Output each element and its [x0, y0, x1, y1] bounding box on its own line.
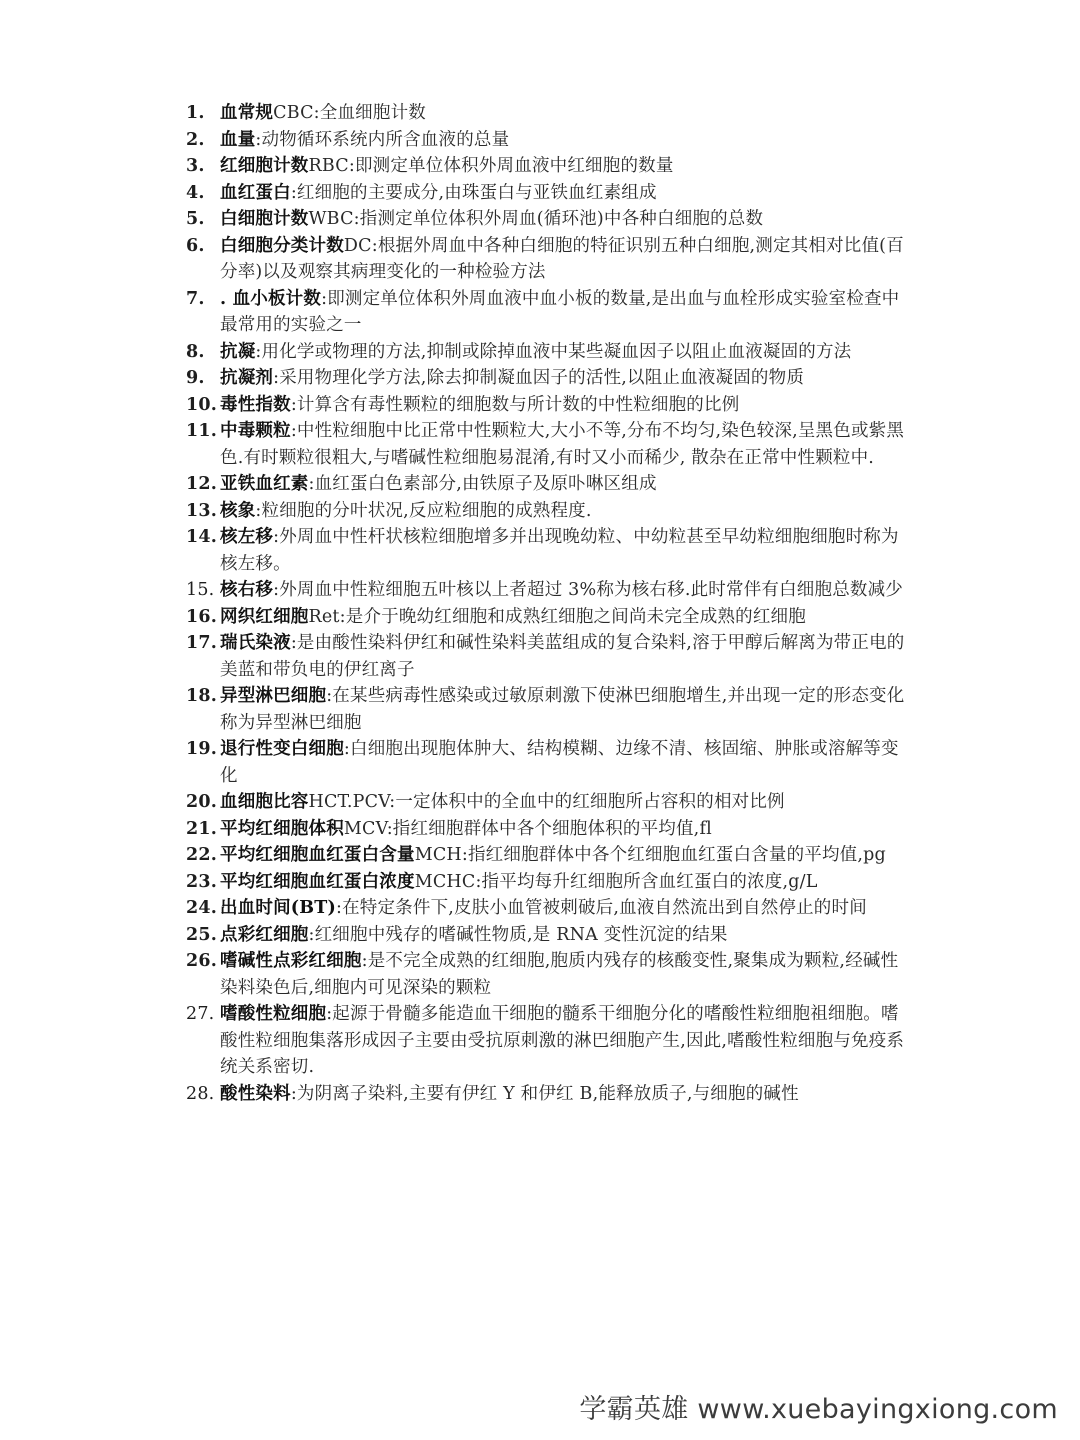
entry-term: 平均红细胞血红蛋白含量 [220, 845, 415, 865]
entry-term: 平均红细胞体积 [220, 818, 344, 839]
glossary-entry-21 [186, 816, 906, 843]
entry-term: 退行性变白细胞 [220, 739, 344, 759]
glossary-entry-20 [186, 789, 906, 816]
entry-number: 1. [186, 103, 205, 123]
entry-term: 抗凝剂 [220, 368, 274, 388]
entry-definition: :动物循环系统内所含血液的总量 [255, 129, 510, 150]
entry-number: 12. [186, 474, 218, 494]
entry-term: 网织红细胞 [220, 606, 309, 627]
glossary-entry-26 [186, 948, 906, 1001]
glossary-entry-1 [186, 100, 906, 127]
glossary-entry-24 [186, 895, 906, 922]
entry-number: 22. [186, 845, 218, 865]
entry-definition: :在某些病毒性感染或过敏原刺激下使淋巴细胞增生,并出现一定的形态变化称为异型淋巴细胞 [220, 686, 905, 733]
entry-definition: :是不完全成熟的红细胞,胞质内残存的核酸变性,聚集成为颗粒,经碱性染料染色后,细胞内可见深染的颗粒 [220, 951, 899, 998]
entry-term: . 血小板计数 [220, 288, 322, 309]
entry-number: 25. [186, 924, 218, 945]
entry-number: 6. [186, 235, 205, 256]
entry-number: 21. [186, 818, 218, 839]
glossary-entry-3 [186, 153, 906, 180]
entry-number: 13. [186, 500, 218, 521]
glossary-entry-10 [186, 392, 906, 419]
entry-number: 16. [186, 606, 218, 627]
entry-term: 出血时间(BT) [220, 898, 336, 918]
entry-term: 血量 [220, 129, 256, 150]
glossary-entry-6 [186, 233, 906, 286]
entry-number: 10. [186, 394, 218, 415]
glossary-entry-4 [186, 180, 906, 207]
entry-number: 15. [186, 580, 215, 600]
entry-term: 红细胞计数 [220, 156, 309, 176]
glossary-entry-27 [186, 1001, 906, 1081]
entry-number: 11. [186, 421, 218, 441]
entry-term: 瑞氏染液 [220, 633, 291, 653]
glossary-entry-16 [186, 604, 906, 631]
glossary-entry-14 [186, 524, 906, 577]
entry-number: 14. [186, 527, 218, 547]
entry-number: 7. [186, 288, 205, 309]
entry-term: 血红蛋白 [220, 182, 291, 203]
entry-term: 核右移 [220, 580, 274, 600]
entry-term: 异型淋巴细胞 [220, 686, 327, 706]
glossary-entry-12 [186, 471, 906, 498]
entry-definition: :红细胞中残存的嗜碱性物质,是 RNA 变性沉淀的结果 [308, 924, 728, 945]
entry-definition: MCV:指红细胞群体中各个细胞体积的平均值,fl [343, 818, 712, 839]
entry-term: 血常规 [220, 103, 274, 123]
entry-number: 19. [186, 739, 218, 759]
entry-definition: DC:根据外周血中各种白细胞的特征识别五种白细胞,测定其相对比值(百分率)以及观察其病理变化的一种检验方法 [220, 235, 904, 282]
entry-definition: :用化学或物理的方法,抑制或除掉血液中某些凝血因子以阻止血液凝固的方法 [255, 341, 852, 362]
glossary-entry-25 [186, 922, 906, 949]
entry-definition: :血红蛋白色素部分,由铁原子及原卟啉区组成 [308, 474, 657, 494]
entry-number: 27. [186, 1004, 215, 1024]
glossary-entry-5 [186, 206, 906, 233]
entry-definition: :是由酸性染料伊红和碱性染料美蓝组成的复合染料,溶于甲醇后解离为带正电的美蓝和带负电的伊红离子 [220, 633, 905, 680]
glossary-entry-28 [186, 1081, 906, 1108]
entry-term: 核左移 [220, 527, 274, 547]
entry-term: 点彩红细胞 [220, 924, 309, 945]
entry-definition: :外周血中性粒细胞五叶核以上者超过 3%称为核右移.此时常伴有白细胞总数减少 [273, 580, 903, 600]
entry-definition: WBC:指测定单位体积外周血(循环池)中各种白细胞的总数 [308, 209, 764, 229]
glossary-entry-15 [186, 577, 906, 604]
entry-number: 24. [186, 898, 218, 918]
entry-term: 白细胞计数 [220, 209, 309, 229]
entry-definition: :为阴离子染料,主要有伊红 Y 和伊红 B,能释放质子,与细胞的碱性 [290, 1083, 799, 1104]
glossary-entry-9 [186, 365, 906, 392]
entry-number: 4. [186, 182, 205, 203]
entry-number: 3. [186, 156, 205, 176]
entry-term: 白细胞分类计数 [220, 235, 344, 256]
glossary-entry-19 [186, 736, 906, 789]
entry-number: 5. [186, 209, 205, 229]
entry-number: 8. [186, 341, 205, 362]
entry-number: 23. [186, 871, 218, 892]
entry-definition: :粒细胞的分叶状况,反应粒细胞的成熟程度. [255, 500, 592, 521]
entry-term: 核象 [220, 500, 256, 521]
entry-definition: :在特定条件下,皮肤小血管被刺破后,血液自然流出到自然停止的时间 [335, 898, 867, 918]
glossary-entry-11 [186, 418, 906, 471]
entry-term: 血细胞比容 [220, 792, 309, 812]
entry-term: 嗜碱性点彩红细胞 [220, 951, 362, 971]
entry-number: 28. [186, 1083, 215, 1104]
entry-term: 抗凝 [220, 341, 256, 362]
entry-term: 中毒颗粒 [220, 421, 291, 441]
entry-term: 嗜酸性粒细胞 [220, 1004, 327, 1024]
entry-definition: :中性粒细胞中比正常中性颗粒大,大小不等,分布不均匀,染色较深,呈黑色或紫黑色.有时颗粒很粗大,与嗜碱性粒细胞易混淆,有时又小而稀少, 散杂在正常中性颗粒中. [220, 421, 905, 468]
entry-number: 17. [186, 633, 218, 653]
entry-definition: RBC:即测定单位体积外周血液中红细胞的数量 [308, 156, 674, 176]
entry-term: 亚铁血红素 [220, 474, 309, 494]
entry-definition: :采用物理化学方法,除去抑制凝血因子的活性,以阻止血液凝固的物质 [273, 368, 805, 388]
glossary-entry-23 [186, 869, 906, 896]
entry-definition: Ret:是介于晚幼红细胞和成熟红细胞之间尚未完全成熟的红细胞 [308, 606, 806, 627]
entry-definition: :计算含有毒性颗粒的细胞数与所计数的中性粒细胞的比例 [290, 394, 740, 415]
glossary-entry-22 [186, 842, 906, 869]
glossary-entry-17 [186, 630, 906, 683]
entry-definition: :起源于骨髓多能造血干细胞的髓系干细胞分化的嗜酸性粒细胞祖细胞。嗜酸性粒细胞集落形成因子主要由受抗原刺激的淋巴细胞产生,因此,嗜酸性粒细胞与免疫系统关系密切. [220, 1004, 905, 1077]
entry-number: 18. [186, 686, 218, 706]
entry-term: 酸性染料 [220, 1083, 291, 1104]
entry-definition: MCHC:指平均每升红细胞所含血红蛋白的浓度,g/L [414, 871, 818, 892]
entry-definition: :白细胞出现胞体肿大、结构模糊、边缘不清、核固缩、肿胀或溶解等变化 [220, 739, 899, 786]
entry-definition: HCT.PCV:一定体积中的全血中的红细胞所占容积的相对比例 [308, 792, 785, 812]
entry-number: 26. [186, 951, 218, 971]
glossary-entry-18 [186, 683, 906, 736]
entry-definition: :即测定单位体积外周血液中血小板的数量,是出血与血栓形成实验室检查中最常用的实验之一 [220, 288, 900, 335]
document-body [186, 100, 906, 1107]
entry-definition: :红细胞的主要成分,由珠蛋白与亚铁血红素组成 [290, 182, 657, 203]
entry-number: 2. [186, 129, 205, 150]
glossary-entry-13 [186, 498, 906, 525]
entry-definition: CBC:全血细胞计数 [273, 103, 426, 123]
glossary-entry-8 [186, 339, 906, 366]
entry-definition: MCH:指红细胞群体中各个红细胞血红蛋白含量的平均值,pg [414, 845, 886, 865]
glossary-entry-2 [186, 127, 906, 154]
site-watermark: 学霸英雄 www.xuebayingxiong.com [579, 1394, 1058, 1425]
entry-number: 20. [186, 792, 218, 812]
entry-term: 平均红细胞血红蛋白浓度 [220, 871, 415, 892]
glossary-entry-7 [186, 286, 906, 339]
entry-definition: :外周血中性杆状核粒细胞增多并出现晚幼粒、中幼粒甚至早幼粒细胞细胞时称为核左移。 [220, 527, 899, 574]
entry-number: 9. [186, 368, 205, 388]
entry-term: 毒性指数 [220, 394, 291, 415]
